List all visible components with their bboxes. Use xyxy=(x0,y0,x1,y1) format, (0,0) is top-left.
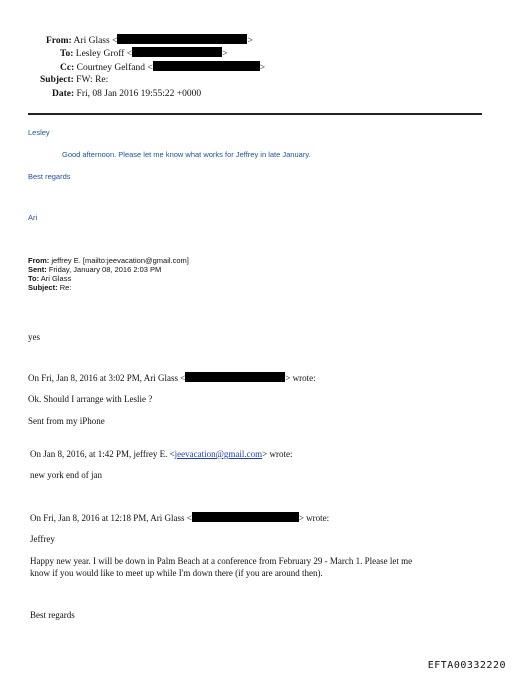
close-bracket: > xyxy=(222,49,228,59)
quote1-header xyxy=(28,372,316,383)
quote1-prefix: On Fri, Jan 8, 2016 at 3:02 PM, Ari Glass < xyxy=(28,373,186,383)
quote2-body: new york end of jan xyxy=(30,470,102,480)
quote3-body-line1: Happy new year. I will be down in Palm Beach at a conference from February 29 - March 1. Please let me xyxy=(30,556,413,566)
header-subject xyxy=(40,75,108,85)
quote3-prefix: On Fri, Jan 8, 2016 at 12:18 PM, Ari Glass < xyxy=(30,513,192,523)
close-bracket: > xyxy=(259,63,266,73)
quote3-closing: Best regards xyxy=(30,610,75,620)
to-value: Lesley Groff < xyxy=(75,49,133,59)
from-value: Ari Glass < xyxy=(73,36,118,46)
subject-value: FW: Re: xyxy=(76,75,109,85)
fwd-from xyxy=(28,256,189,265)
fwd-to xyxy=(28,274,71,283)
email-link[interactable]: jeevacation@gmail.com xyxy=(174,449,263,459)
reply-salutation: Lesley xyxy=(28,128,50,137)
fwd-to-label: To: xyxy=(28,274,40,283)
cc-value: Courtney Gelfand < xyxy=(76,63,153,73)
header-divider xyxy=(28,113,482,115)
redaction-bar xyxy=(185,372,285,382)
reply-closing: Best regards xyxy=(28,172,71,181)
quote3-body-line2: know if you would like to meet up while I'm down there (if you are around then). xyxy=(30,568,323,578)
header-cc xyxy=(60,61,265,73)
cc-label: Cc: xyxy=(60,63,75,73)
date-label: Date: xyxy=(52,89,75,99)
fwd-sent xyxy=(28,265,161,274)
reply-signature: Ari xyxy=(28,213,38,222)
fwd-sent-value: Friday, January 08, 2016 2:03 PM xyxy=(48,265,162,274)
quote1-line1: Ok. Should I arrange with Leslie ? xyxy=(28,394,153,404)
header-date xyxy=(52,89,201,99)
quote2-header xyxy=(30,449,293,459)
to-label: To: xyxy=(60,49,74,59)
fwd-subject-value: Re: xyxy=(59,283,72,292)
quote1-suffix: > wrote: xyxy=(285,373,316,383)
header-to xyxy=(60,47,228,59)
fwd-to-value: Ari Glass xyxy=(40,274,72,283)
redaction-bar xyxy=(192,512,299,522)
header-from xyxy=(46,34,253,46)
fwd-subject-label: Subject: xyxy=(28,283,58,292)
date-value: Fri, 08 Jan 2016 19:55:22 +0000 xyxy=(76,89,202,99)
quote2-prefix: On Jan 8, 2016, at 1:42 PM, jeffrey E. < xyxy=(30,449,175,459)
fwd-body: yes xyxy=(28,332,40,342)
fwd-sent-label: Sent: xyxy=(28,265,47,274)
quote3-salutation: Jeffrey xyxy=(30,534,55,544)
from-label: From: xyxy=(46,36,72,46)
redaction-bar xyxy=(153,61,260,71)
document-id: EFTA00332220 xyxy=(427,660,506,671)
fwd-from-label: From: xyxy=(28,256,50,265)
fwd-subject xyxy=(28,283,71,292)
close-bracket: > xyxy=(247,36,253,46)
reply-body: Good afternoon. Please let me know what works for Jeffrey in late January. xyxy=(62,150,311,159)
subject-label: Subject: xyxy=(40,75,74,85)
redaction-bar xyxy=(132,47,222,57)
quote1-line2: Sent from my iPhone xyxy=(28,416,105,426)
fwd-from-value: jeffrey E. [mailto:jeevacation@gmail.com] xyxy=(51,256,189,265)
redaction-bar xyxy=(117,34,247,44)
quote3-suffix: > wrote: xyxy=(298,513,330,523)
quote3-header xyxy=(30,512,329,523)
quote2-suffix: > wrote: xyxy=(262,449,293,459)
